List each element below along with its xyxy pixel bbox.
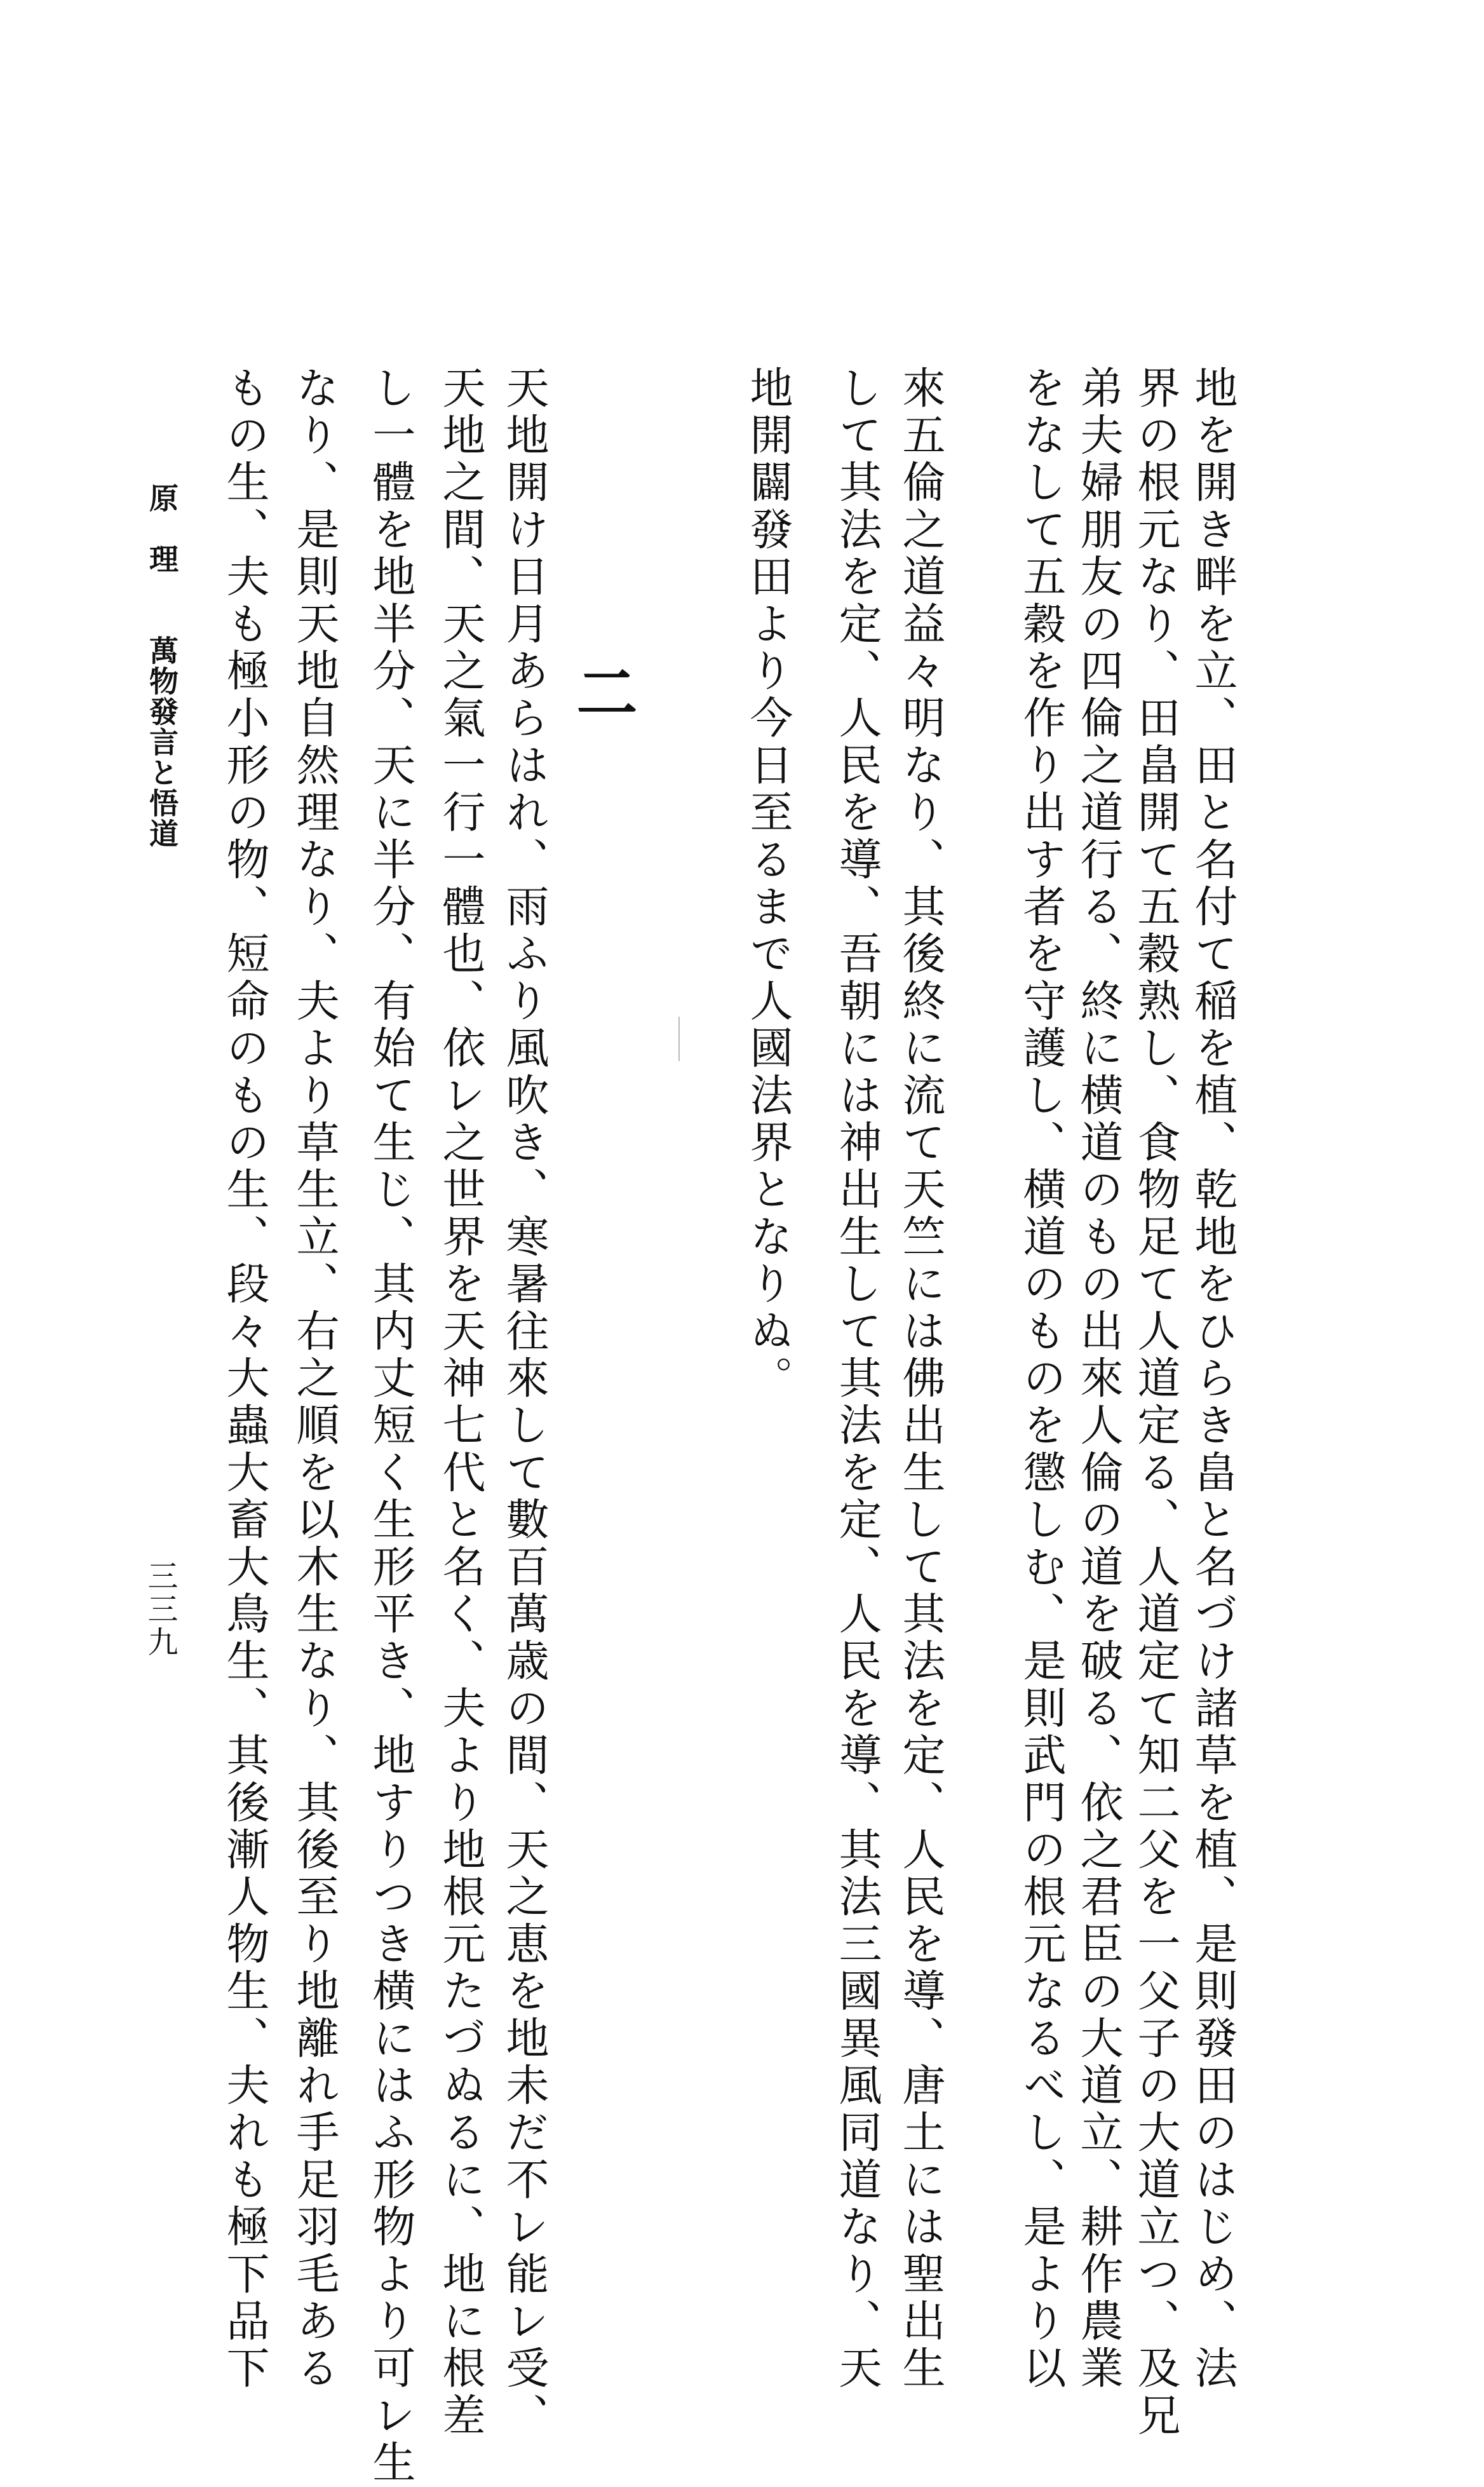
text-column: 天地開け日月あらはれ、雨ふり風吹き、寒暑往來して數百萬歳の間、天之恵を地未だ不レ能レ受、 [499,365,549,2440]
text-column: もの生、夫も極小形の物、短命のもの生、段々大蟲大畜大鳥生、其後漸人物生、夫れも極下品下 [219,365,269,2393]
text-column: 弟夫婦朋友の四倫之道行る、終に横道のもの出來人倫の道を破る、依之君臣の大道立、耕作農業 [1073,365,1123,2393]
text-column: して其法を定、人民を導、吾朝には神出生して其法を定、人民を導、其法三國異風同道なり、天 [832,365,882,2393]
text-column: 天地之間、天之氣一行一體也、依レ之世界を天神七代と名く、夫より地根元たづぬるに、地に根差 [435,365,485,2440]
text-column: 界の根元なり、田畠開て五穀熟し、食物足て人道定る、人道定て知二父を一父子の大道立つ、及兄 [1130,365,1180,2440]
page-number: 三三九 [142,1560,178,1659]
running-header: 原 理 萬物發言と悟道 [145,483,179,849]
text-column: をなして五穀を作り出す者を守護し、横道のものを懲しむ、是則武門の根元なるべし、是より以 [1016,365,1066,2393]
divider [678,1017,680,1061]
text-column: 地開闢發田より今日至るまで人國法界となりぬ。 [743,365,793,1403]
text-column: なり、是則天地自然理なり、夫より草生立、右之順を以木生なり、其後至り地離れ手足羽毛ある [289,365,339,2393]
text-column: 來五倫之道益々明なり、其後終に流て天竺には佛出生して其法を定、人民を導、唐土には聖出生 [895,365,945,2393]
text-column: し一體を地半分、天に半分、有始て生じ、其内丈短く生形平き、地すりつき横にはふ形物より可レ生 [365,365,415,2487]
text-column: 地を開き畔を立、田と名付て稲を植、乾地をひらき畠と名づけ諸草を植、是則發田のはじめ、法 [1187,365,1238,2393]
section-heading: 二 [567,661,638,722]
